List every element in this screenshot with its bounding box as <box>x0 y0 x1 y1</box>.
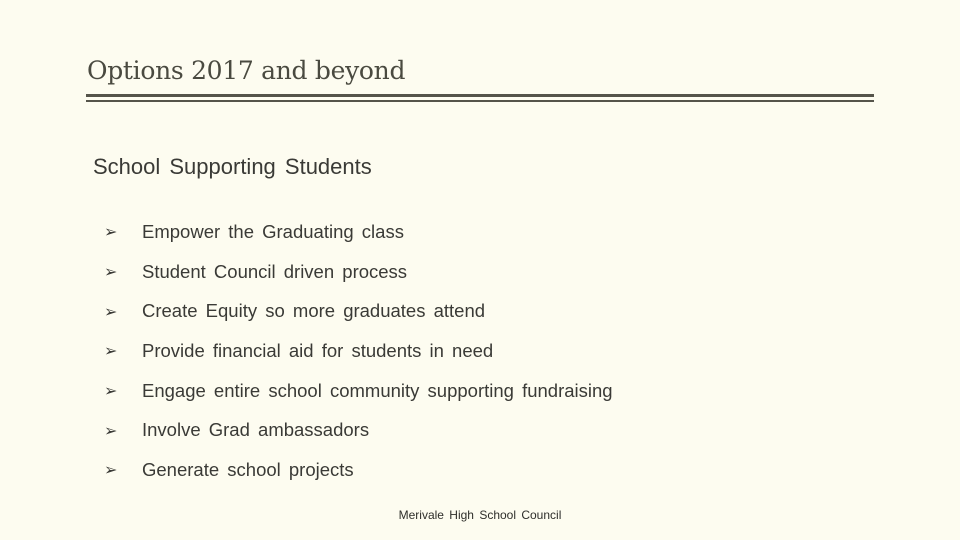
arrow-bullet-icon: ➢ <box>104 460 118 480</box>
slide-subtitle: School Supporting Students <box>93 154 372 179</box>
arrow-bullet-icon: ➢ <box>104 381 118 401</box>
arrow-bullet-icon: ➢ <box>104 420 118 440</box>
bullet-text: Student Council driven process <box>142 260 408 282</box>
slide-title: Options 2017 and beyond <box>87 56 406 85</box>
list-item <box>104 212 613 252</box>
bullet-text: Generate school projects <box>142 458 354 480</box>
title-divider-thin <box>86 100 874 102</box>
arrow-bullet-icon: ➢ <box>104 262 118 282</box>
bullet-text: Engage entire school community supporting fundraising <box>142 379 613 401</box>
list-item <box>104 371 613 411</box>
slide-footer <box>0 508 960 522</box>
list-item <box>104 291 613 331</box>
list-item <box>104 331 613 371</box>
title-divider-thick <box>86 94 874 97</box>
bullet-text: Empower the Graduating class <box>142 220 404 242</box>
footer-text: Merivale High School Council <box>398 508 562 522</box>
bullet-text: Involve Grad ambassadors <box>142 419 370 441</box>
list-item <box>104 410 613 450</box>
bullet-list <box>104 212 613 490</box>
list-item <box>104 252 613 292</box>
arrow-bullet-icon: ➢ <box>104 222 118 242</box>
bullet-text: Create Equity so more graduates attend <box>142 300 486 322</box>
bullet-text: Provide financial aid for students in need <box>142 339 494 361</box>
list-item <box>104 450 613 490</box>
arrow-bullet-icon: ➢ <box>104 341 118 361</box>
arrow-bullet-icon: ➢ <box>104 301 118 321</box>
